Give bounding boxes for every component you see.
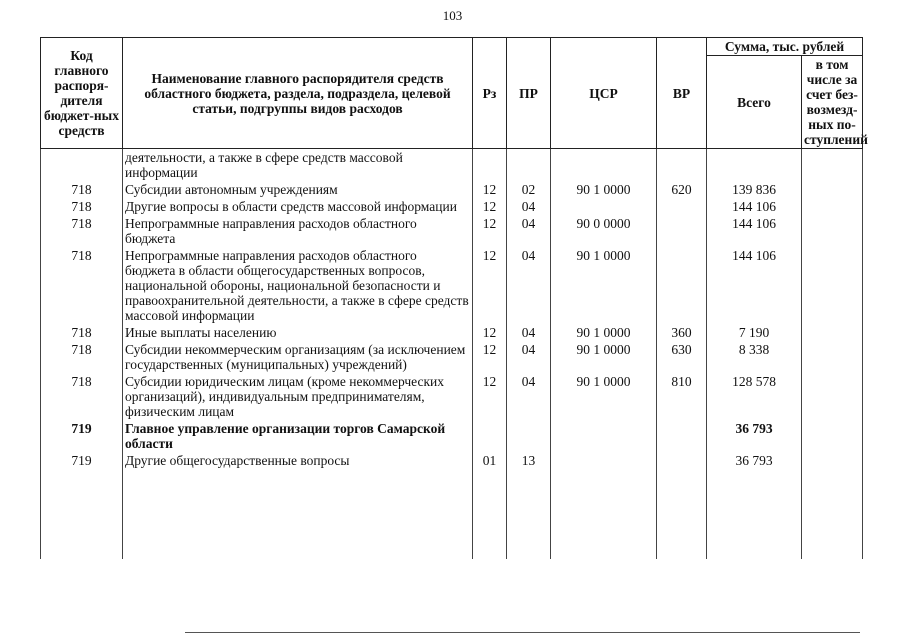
cell-gratuitous [802, 420, 863, 452]
cell-vr [657, 149, 707, 182]
cell-name: деятельности, а также в сфере средств массовой информации [123, 149, 473, 182]
table-row [41, 341, 863, 373]
cell-code: 718 [41, 247, 123, 324]
cell-rz [473, 420, 507, 452]
cell-vr: 360 [657, 324, 707, 341]
table-filler-cell [41, 469, 123, 559]
page-number: 103 [442, 8, 463, 23]
cell-gratuitous [802, 198, 863, 215]
cell-rz [473, 149, 507, 182]
table-row [41, 452, 863, 469]
cell-code: 718 [41, 324, 123, 341]
cell-gratuitous [802, 215, 863, 247]
cell-rz: 12 [473, 215, 507, 247]
cell-gratuitous [802, 247, 863, 324]
header-total: Всего [707, 56, 802, 149]
table-filler-cell [507, 469, 551, 559]
table-filler-cell [473, 469, 507, 559]
cell-vr [657, 198, 707, 215]
cell-name: Субсидии юридическим лицам (кроме некоммерческих организаций), индивидуальным предпринимателям, физическим лицам [123, 373, 473, 420]
header-name: Наименование главного распорядителя средств областного бюджета, раздела, подраздела, целевой статьи, подгруппы видов расходов [123, 38, 473, 149]
header-gratuitous: в том числе за счет без-возмезд-ных по-ступлений [802, 56, 863, 149]
cell-name: Главное управление организации торгов Самарской области [123, 420, 473, 452]
cell-total: 144 106 [707, 247, 802, 324]
cell-csr: 90 1 0000 [551, 341, 657, 373]
table-header [41, 38, 868, 149]
cell-pr: 04 [507, 198, 551, 215]
cell-csr: 90 1 0000 [551, 181, 657, 198]
cell-pr: 13 [507, 452, 551, 469]
table-filler-cell [123, 469, 473, 559]
cell-vr: 630 [657, 341, 707, 373]
cell-csr [551, 149, 657, 182]
cell-rz: 12 [473, 341, 507, 373]
cell-vr [657, 215, 707, 247]
cell-total: 139 836 [707, 181, 802, 198]
cell-name: Субсидии некоммерческим организациям (за исключением государственных (муниципальных) учреждений) [123, 341, 473, 373]
cell-pr: 04 [507, 373, 551, 420]
cell-gratuitous [802, 324, 863, 341]
table-body [41, 149, 863, 560]
cell-total: 128 578 [707, 373, 802, 420]
cell-csr: 90 1 0000 [551, 324, 657, 341]
cell-code: 718 [41, 215, 123, 247]
cell-total: 144 106 [707, 215, 802, 247]
cell-name: Субсидии автономным учреждениям [123, 181, 473, 198]
cell-pr [507, 149, 551, 182]
cell-rz: 12 [473, 373, 507, 420]
cell-csr [551, 452, 657, 469]
cell-gratuitous [802, 373, 863, 420]
header-code: Код главного распоря-дителя бюджет-ных средств [41, 38, 123, 149]
table-row [41, 215, 863, 247]
table-filler-row [41, 469, 863, 559]
cell-rz: 12 [473, 324, 507, 341]
table-row [41, 420, 863, 452]
cell-code: 718 [41, 341, 123, 373]
cell-gratuitous [802, 341, 863, 373]
cell-name: Другие вопросы в области средств массовой информации [123, 198, 473, 215]
cell-code: 718 [41, 181, 123, 198]
cell-csr: 90 0 0000 [551, 215, 657, 247]
cell-csr [551, 420, 657, 452]
cell-gratuitous [802, 181, 863, 198]
cell-name: Непрограммные направления расходов областного бюджета [123, 215, 473, 247]
header-sum-group: Сумма, тыс. рублей [707, 38, 863, 56]
cell-vr: 620 [657, 181, 707, 198]
table-row [41, 373, 863, 420]
cell-pr: 02 [507, 181, 551, 198]
cell-pr: 04 [507, 215, 551, 247]
cell-vr [657, 452, 707, 469]
cell-rz: 12 [473, 181, 507, 198]
cell-pr [507, 420, 551, 452]
cell-total: 8 338 [707, 341, 802, 373]
cell-pr: 04 [507, 324, 551, 341]
cell-total: 36 793 [707, 420, 802, 452]
table-row [41, 324, 863, 341]
cell-vr [657, 247, 707, 324]
cell-name: Другие общегосударственные вопросы [123, 452, 473, 469]
cell-code: 719 [41, 420, 123, 452]
table-filler-cell [802, 469, 863, 559]
cell-code [41, 149, 123, 182]
table-row [41, 247, 863, 324]
cell-total [707, 149, 802, 182]
header-vr: ВР [657, 38, 707, 149]
cell-code: 718 [41, 373, 123, 420]
cell-csr: 90 1 0000 [551, 373, 657, 420]
cell-vr: 810 [657, 373, 707, 420]
table-row [41, 198, 863, 215]
table-row [41, 149, 863, 182]
table-row [41, 181, 863, 198]
header-csr: ЦСР [551, 38, 657, 149]
cell-rz: 12 [473, 247, 507, 324]
budget-table [40, 37, 868, 559]
header-pr: ПР [507, 38, 551, 149]
cell-gratuitous [802, 452, 863, 469]
cell-csr [551, 198, 657, 215]
cell-total: 144 106 [707, 198, 802, 215]
cell-name: Непрограммные направления расходов областного бюджета в области общегосударственных вопросов, национальной обороны, национальной безопасности и правоохранительной деятельности, а также в сфере средств массовой информации [123, 247, 473, 324]
cell-code: 719 [41, 452, 123, 469]
cell-gratuitous [802, 149, 863, 182]
table-filler-cell [707, 469, 802, 559]
cell-pr: 04 [507, 341, 551, 373]
cell-total: 7 190 [707, 324, 802, 341]
cell-rz: 12 [473, 198, 507, 215]
cell-total: 36 793 [707, 452, 802, 469]
cell-name: Иные выплаты населению [123, 324, 473, 341]
table-filler-cell [657, 469, 707, 559]
cell-code: 718 [41, 198, 123, 215]
header-rz: Рз [473, 38, 507, 149]
cell-rz: 01 [473, 452, 507, 469]
table-filler-cell [551, 469, 657, 559]
cell-vr [657, 420, 707, 452]
cell-pr: 04 [507, 247, 551, 324]
cell-csr: 90 1 0000 [551, 247, 657, 324]
bottom-rule [185, 632, 860, 633]
